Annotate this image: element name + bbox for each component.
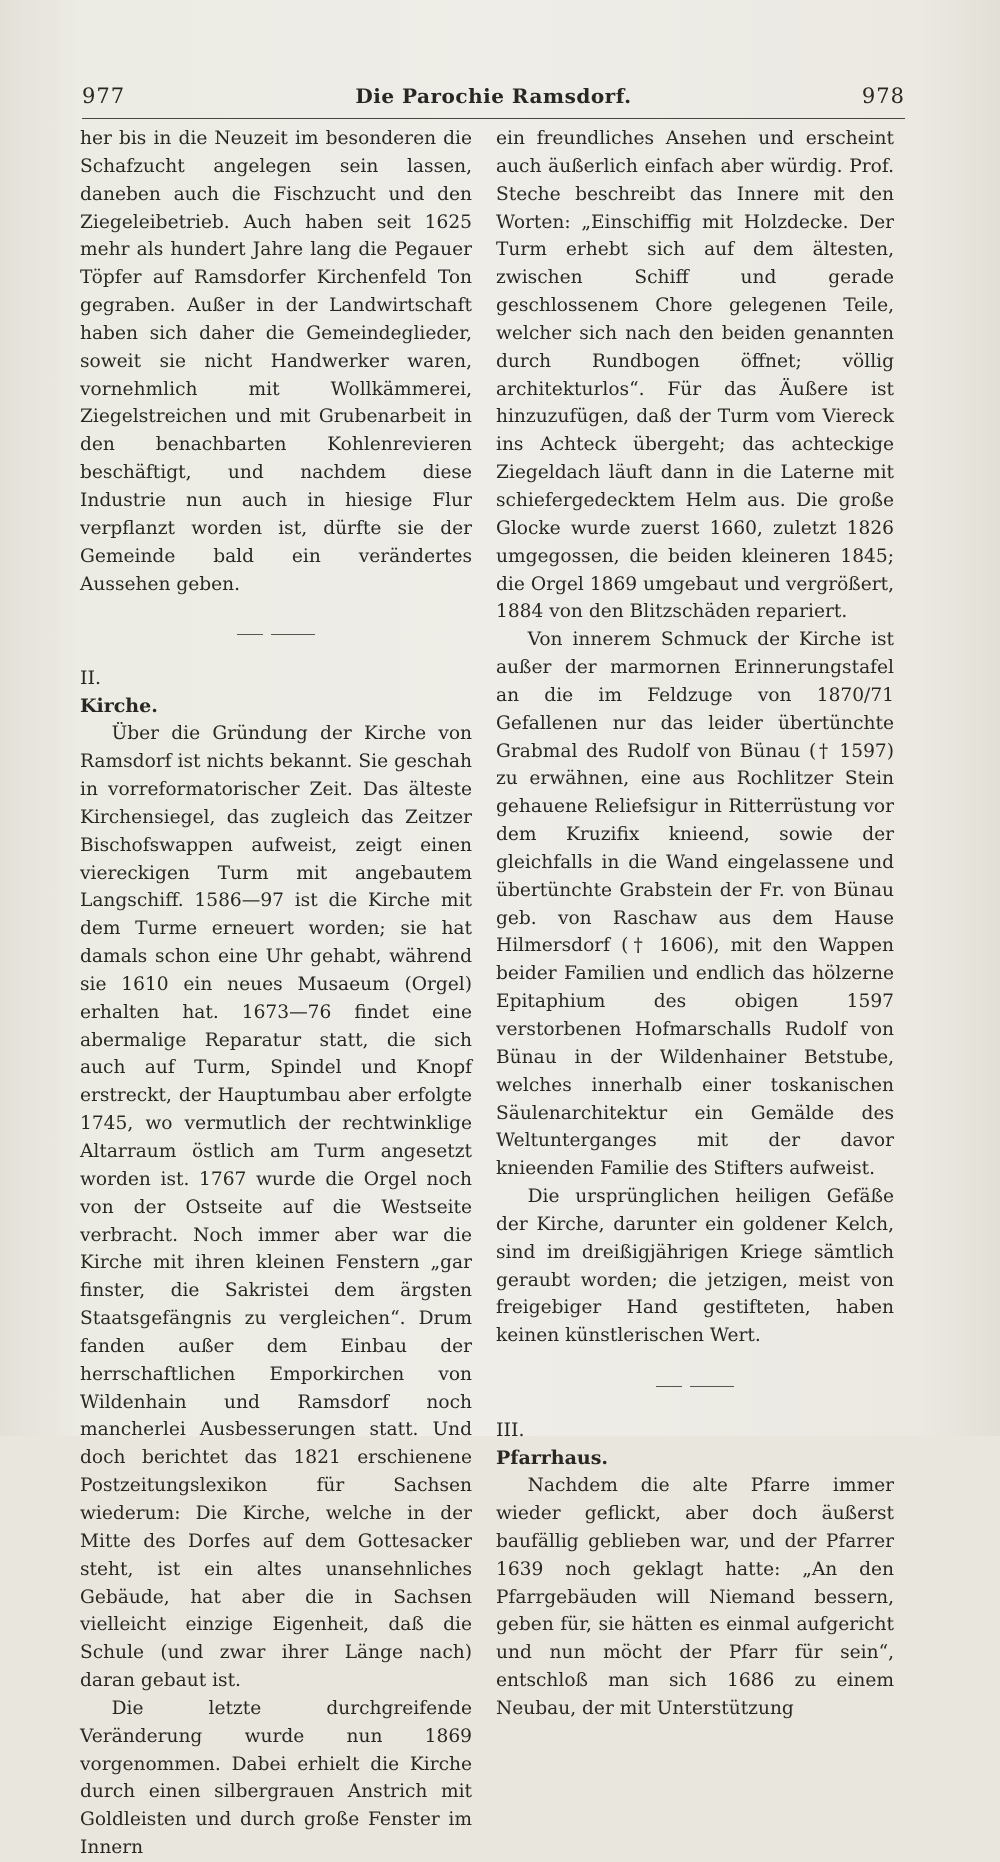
paragraph: Die letzte durchgreifende Veränderung wurde nun 1869 vorgenommen. Dabei erhielt die Kirche durch einen silbergrauen Anstrich mit Goldleisten und durch große Fenster im Innern [80, 1697, 472, 1859]
paragraph: Von innerem Schmuck der Kirche ist außer der marmornen Erinnerungstafel an die im Feldzuge von 1870/71 Gefallenen nur das leider übertünchte Grabmal des Rudolf von Bünau († 1597) zu erwähnen, eine aus Rochlitzer Stein gehauene Reliefsigur in Ritterrüstung vor dem Kruzifix knieend, sowie der gleichfalls in die Wand eingelassene und übertünchte Grabstein der Fr. von Bünau geb. von Raschaw aus dem Hause Hilmersdorf († 1606), mit den Wappen beider Familien und endlich das hölzerne Epitaphium des obigen 1597 verstorbenen Hofmarschalls Rudolf von Bünau in der Wildenhainer Betstube, welches innerhalb einer toskanischen Säulenarchitektur ein Gemälde des Weltunterganges mit der davor knieenden Familie des Stifters aufweist. [496, 629, 894, 1180]
left-column [80, 125, 472, 1862]
paragraph: Über die Gründung der Kirche von Ramsdorf ist nichts bekannt. Sie geschah in vorreformatorischer Zeit. Das älteste Kirchensiegel, das zugleich das Zeitzer Bischofswappen aufweist, zeigt einen viereckigen Turm mit angebautem Langschiff. 1586—97 ist die Kirche mit dem Turme erneuert worden; sie hat damals schon eine Uhr gehabt, während sie 1610 ein neues Musaeum (Orgel) erhalten hat. 1673—76 findet eine abermalige Reparatur statt, die sich auch auf Turm, Spindel und Knopf erstreckt, der Hauptumbau aber erfolgte 1745, wo vermutlich der rechtwinklige Altarraum östlich am Turm angesetzt worden ist. 1767 wurde die Orgel noch von der Ostseite auf die Westseite verbracht. Noch immer aber war die Kirche mit ihren kleinen Fenstern „gar finster, die Sakristei dem ärgsten Staatsgefängnis zu vergleichen“. Drum fanden außer dem Einbau der herrschaftlichen Emporkirchen von Wildenhain und Ramsdorf noch mancherlei Ausbesserungen statt. Und doch berichtet das 1821 erschienene Postzeitungslexikon für Sachsen wiederum: Die Kirche, welche in der Mitte des Dorfes auf dem Gottesacker steht, ist ein altes unansehnliches Gebäude, hat aber die in Sachsen vielleicht einzige Eigenheit, daß die Schule (und zwar ihrer Länge nach) daran gebaut ist. [80, 723, 472, 1692]
section-number: II. [80, 667, 102, 690]
section-divider [237, 634, 315, 635]
right-column [496, 125, 894, 1723]
paragraph: Die ursprünglichen heiligen Gefäße der Kirche, darunter ein goldener Kelch, sind im dreißigjährigen Kriege sämtlich geraubt worden; die jetzigen, meist von freigebiger Hand gestifteten, haben keinen künstlerischen Wert. [496, 1186, 894, 1347]
section-divider [656, 1386, 734, 1387]
page-number-right: 978 [861, 84, 905, 108]
running-title: Die Parochie Ramsdorf. [355, 84, 632, 108]
section-number: III. [496, 1419, 525, 1442]
section-title: Kirche. [80, 695, 158, 718]
paragraph: Nachdem die alte Pfarre immer wieder geflickt, aber doch äußerst baufällig geblieben war, und der Pfarrer 1639 noch geklagt hatte: „An den Pfarrgebäuden will Niemand bessern, geben für, sie hätten es einmal aufgericht und nun möcht der Pfarr für sein“, entschloß man sich 1686 zu einem Neubau, der mit Unterstützung [496, 1475, 894, 1719]
page-number-left: 977 [82, 84, 126, 108]
paragraph: ein freundliches Ansehen und erscheint auch äußerlich einfach aber würdig. Prof. Steche beschreibt das Innere mit den Worten: „Einschiffig mit Holzdecke. Der Turm erhebt sich auf dem ältesten, zwischen Schiff und gerade geschlossenem Chore gelegenen Teile, welcher sich nach den beiden genannten durch Rundbogen öffnet; völlig architekturlos“. Für das Äußere ist hinzuzufügen, daß der Turm vom Viereck ins Achteck übergeht; das achteckige Ziegeldach läuft dann in die Laterne mit schiefergedecktem Helm aus. Die große Glocke wurde zuerst 1660, zuletzt 1826 umgegossen, die beiden kleineren 1845; die Orgel 1869 umgebaut und vergrößert, 1884 von den Blitzschäden repariert. [496, 128, 894, 623]
paragraph: her bis in die Neuzeit im besonderen die Schafzucht angelegen sein lassen, daneben auch die Fischzucht und den Ziegeleibetrieb. Auch haben seit 1625 mehr als hundert Jahre lang die Pegauer Töpfer auf Ramsdorfer Kirchenfeld Ton gegraben. Außer in der Landwirtschaft haben sich daher die Gemeindeglieder, soweit sie nicht Handwerker waren, vornehmlich mit Wollkämmerei, Ziegelstreichen und mit Grubenarbeit in den benachbarten Kohlenrevieren beschäftigt, und nachdem diese Industrie nun auch in hiesige Flur verpflanzt worden ist, dürfte sie der Gemeinde bald ein verändertes Aussehen geben. [80, 128, 472, 595]
section-title: Pfarrhaus. [496, 1447, 609, 1470]
page-header [82, 82, 905, 119]
